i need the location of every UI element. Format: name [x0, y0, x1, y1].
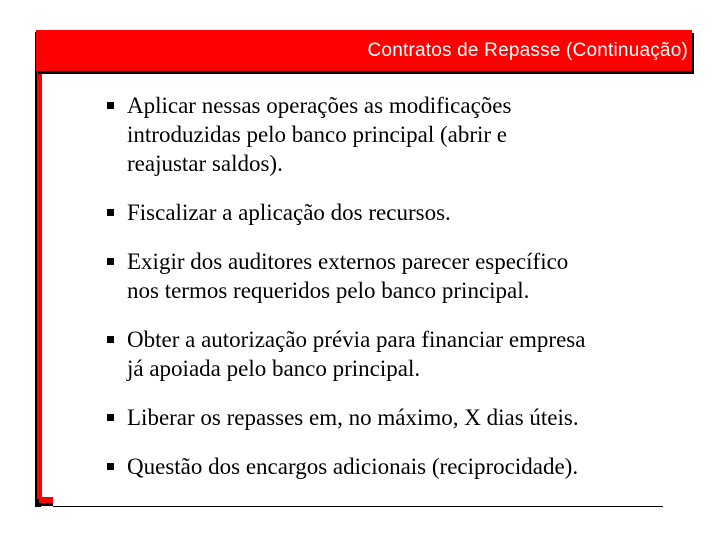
- bullet-item: [105, 452, 705, 481]
- bullet-text-line: Obter a autorização prévia para financiar empresa: [127, 327, 586, 352]
- square-bullet-icon: [107, 258, 114, 265]
- bullet-text-line: reajustar saldos).: [127, 151, 283, 176]
- bullet-text-line: Liberar os repasses em, no máximo, X dias úteis.: [127, 405, 579, 430]
- bullet-text-line: já apoiada pelo banco principal.: [127, 356, 421, 381]
- bottom-divider: [53, 506, 663, 507]
- square-bullet-icon: [107, 209, 114, 216]
- bullet-item: [105, 247, 705, 305]
- title-banner: [36, 30, 692, 71]
- bullet-item: [105, 325, 705, 383]
- bullet-item: [105, 403, 705, 432]
- bullet-item: [105, 91, 705, 178]
- bullet-text-line: Fiscalizar a aplicação dos recursos.: [127, 200, 451, 225]
- bullet-text-line: Aplicar nessas operações as modificações: [127, 93, 512, 118]
- square-bullet-icon: [107, 102, 114, 109]
- bullet-list: [105, 91, 705, 501]
- bullet-text-line: introduzidas pelo banco principal (abrir e: [127, 122, 507, 147]
- frame-foot-tick: [39, 497, 53, 503]
- frame-left-bar: [37, 30, 42, 505]
- square-bullet-icon: [107, 414, 114, 421]
- bullet-text-line: Exigir dos auditores externos parecer específico: [127, 249, 569, 274]
- square-bullet-icon: [107, 336, 114, 343]
- bullet-text-line: Questão dos encargos adicionais (reciprocidade).: [127, 454, 579, 479]
- bullet-text-line: nos termos requeridos pelo banco principal.: [127, 278, 530, 303]
- square-bullet-icon: [107, 463, 114, 470]
- bullet-item: [105, 198, 705, 227]
- slide-title: Contratos de Repasse (Continuação): [367, 39, 688, 61]
